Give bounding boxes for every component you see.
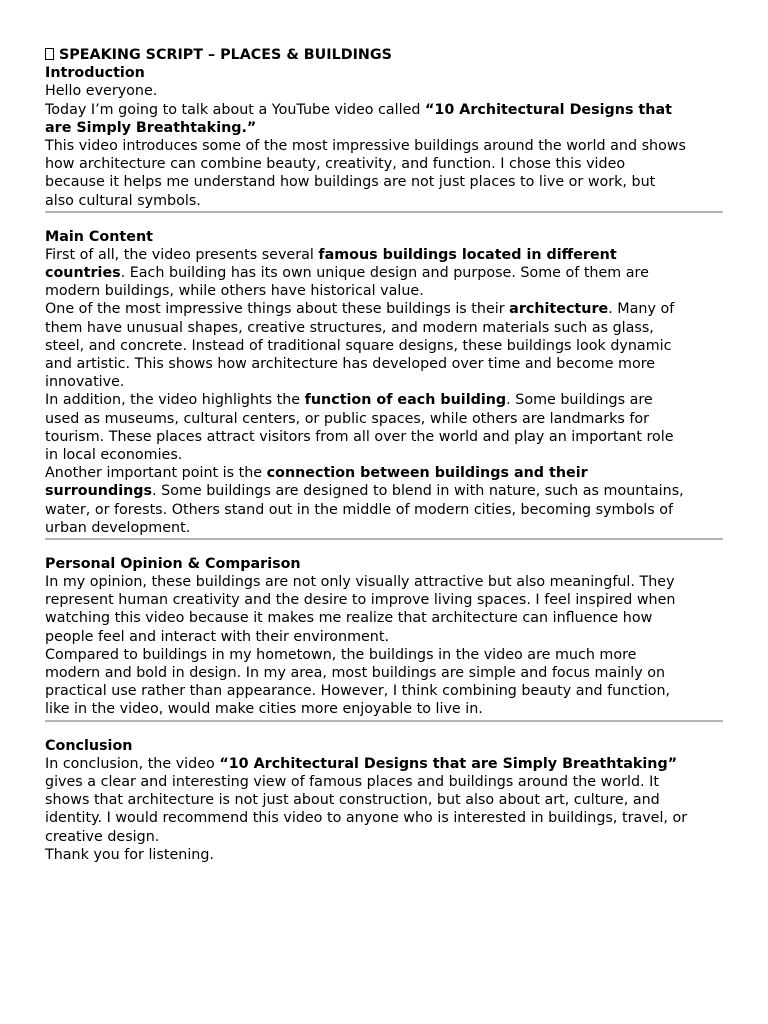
missing-glyph-icon bbox=[45, 48, 54, 60]
paragraph-line: This video introduces some of the most impressive buildings around the world and shows bbox=[45, 137, 686, 154]
horizontal-divider bbox=[45, 211, 723, 213]
section-main-content bbox=[45, 228, 725, 540]
bold-phrase: architecture bbox=[509, 301, 609, 318]
speaking-script-document bbox=[45, 46, 725, 864]
paragraph-line: practical use rather than appearance. However, I think combining beauty and function, bbox=[45, 683, 671, 700]
text-run: . Many of bbox=[608, 301, 675, 318]
text-run: First of all, the video presents several bbox=[45, 246, 319, 263]
section-conclusion bbox=[45, 737, 725, 864]
paragraph-line bbox=[45, 101, 725, 119]
paragraph-line: water, or forests. Others stand out in the middle of modern cities, becoming symbols of bbox=[45, 501, 674, 518]
paragraph-line: modern buildings, while others have historical value. bbox=[45, 283, 424, 300]
paragraph-line: In my opinion, these buildings are not only visually attractive but also meaningful. They bbox=[45, 574, 675, 591]
paragraph-line: used as museums, cultural centers, or public spaces, while others are landmarks for bbox=[45, 410, 650, 427]
paragraph-line: also cultural symbols. bbox=[45, 192, 201, 209]
bold-phrase: countries bbox=[45, 265, 121, 282]
paragraph-line bbox=[45, 300, 725, 318]
section-heading: Conclusion bbox=[45, 737, 133, 754]
paragraph-line bbox=[45, 391, 725, 409]
paragraph-line: creative design. bbox=[45, 828, 160, 845]
document-title bbox=[45, 46, 725, 64]
paragraph-line: Compared to buildings in my hometown, the buildings in the video are much more bbox=[45, 646, 637, 663]
paragraph-line: like in the video, would make cities more enjoyable to live in. bbox=[45, 701, 483, 718]
paragraph-line: represent human creativity and the desire to improve living spaces. I feel inspired when bbox=[45, 592, 676, 609]
paragraph-line: identity. I would recommend this video to anyone who is interested in buildings, travel, or bbox=[45, 810, 688, 827]
paragraph-line: shows that architecture is not just about construction, but also about art, culture, and bbox=[45, 792, 660, 809]
section-personal-opinion bbox=[45, 555, 725, 722]
text-run: . Some buildings are designed to blend in with nature, such as mountains, bbox=[152, 483, 684, 500]
document-title-text: SPEAKING SCRIPT – PLACES & BUILDINGS bbox=[59, 47, 392, 63]
paragraph-line: Hello everyone. bbox=[45, 83, 158, 100]
video-title-bold: are Simply Breathtaking.” bbox=[45, 119, 257, 136]
text-run: Another important point is the bbox=[45, 465, 267, 482]
horizontal-divider bbox=[45, 720, 723, 722]
bold-phrase: famous buildings located in different bbox=[318, 246, 617, 263]
video-title-bold: “10 Architectural Designs that bbox=[425, 101, 672, 118]
text-run: . Some buildings are bbox=[506, 392, 653, 409]
paragraph-line: in local economies. bbox=[45, 446, 183, 463]
paragraph-line: innovative. bbox=[45, 374, 125, 391]
paragraph-line bbox=[45, 464, 725, 482]
paragraph-line bbox=[45, 264, 725, 282]
paragraph-line: because it helps me understand how buildings are not just places to live or work, but bbox=[45, 174, 656, 191]
paragraph-line bbox=[45, 246, 725, 264]
text-run: In conclusion, the video bbox=[45, 755, 220, 772]
section-heading: Introduction bbox=[45, 65, 145, 82]
paragraph-line: modern and bold in design. In my area, most buildings are simple and focus mainly on bbox=[45, 665, 666, 681]
paragraph-line: them have unusual shapes, creative structures, and modern materials such as glass, bbox=[45, 319, 654, 336]
text-run: Today I’m going to talk about a YouTube video called bbox=[45, 101, 426, 118]
text-run: One of the most impressive things about these buildings is their bbox=[45, 301, 510, 318]
horizontal-divider bbox=[45, 538, 723, 540]
paragraph-line bbox=[45, 755, 725, 773]
section-heading: Personal Opinion & Comparison bbox=[45, 555, 301, 572]
paragraph-line: gives a clear and interesting view of famous places and buildings around the world. It bbox=[45, 773, 659, 790]
paragraph-line: and artistic. This shows how architecture has developed over time and become more bbox=[45, 356, 656, 372]
section-introduction bbox=[45, 64, 725, 213]
paragraph-line: Thank you for listening. bbox=[45, 846, 214, 863]
paragraph-line: tourism. These places attract visitors from all over the world and play an important role bbox=[45, 428, 674, 445]
paragraph-line: watching this video because it makes me realize that architecture can influence how bbox=[45, 610, 653, 627]
paragraph-line bbox=[45, 482, 725, 500]
bold-phrase: surroundings bbox=[45, 483, 153, 500]
paragraph-line: how architecture can combine beauty, creativity, and function. I chose this video bbox=[45, 156, 626, 173]
bold-phrase: connection between buildings and their bbox=[266, 465, 588, 482]
bold-phrase: function of each building bbox=[304, 392, 507, 409]
paragraph-line: people feel and interact with their environment. bbox=[45, 628, 390, 645]
section-heading: Main Content bbox=[45, 228, 153, 245]
video-title-bold: “10 Architectural Designs that are Simply Breathtaking” bbox=[219, 755, 678, 772]
text-run: . Each building has its own unique design and purpose. Some of them are bbox=[120, 265, 649, 282]
text-run: In addition, the video highlights the bbox=[45, 392, 305, 409]
paragraph-line: urban development. bbox=[45, 519, 191, 536]
paragraph-line: steel, and concrete. Instead of traditional square designs, these buildings look dynamic bbox=[45, 337, 672, 354]
